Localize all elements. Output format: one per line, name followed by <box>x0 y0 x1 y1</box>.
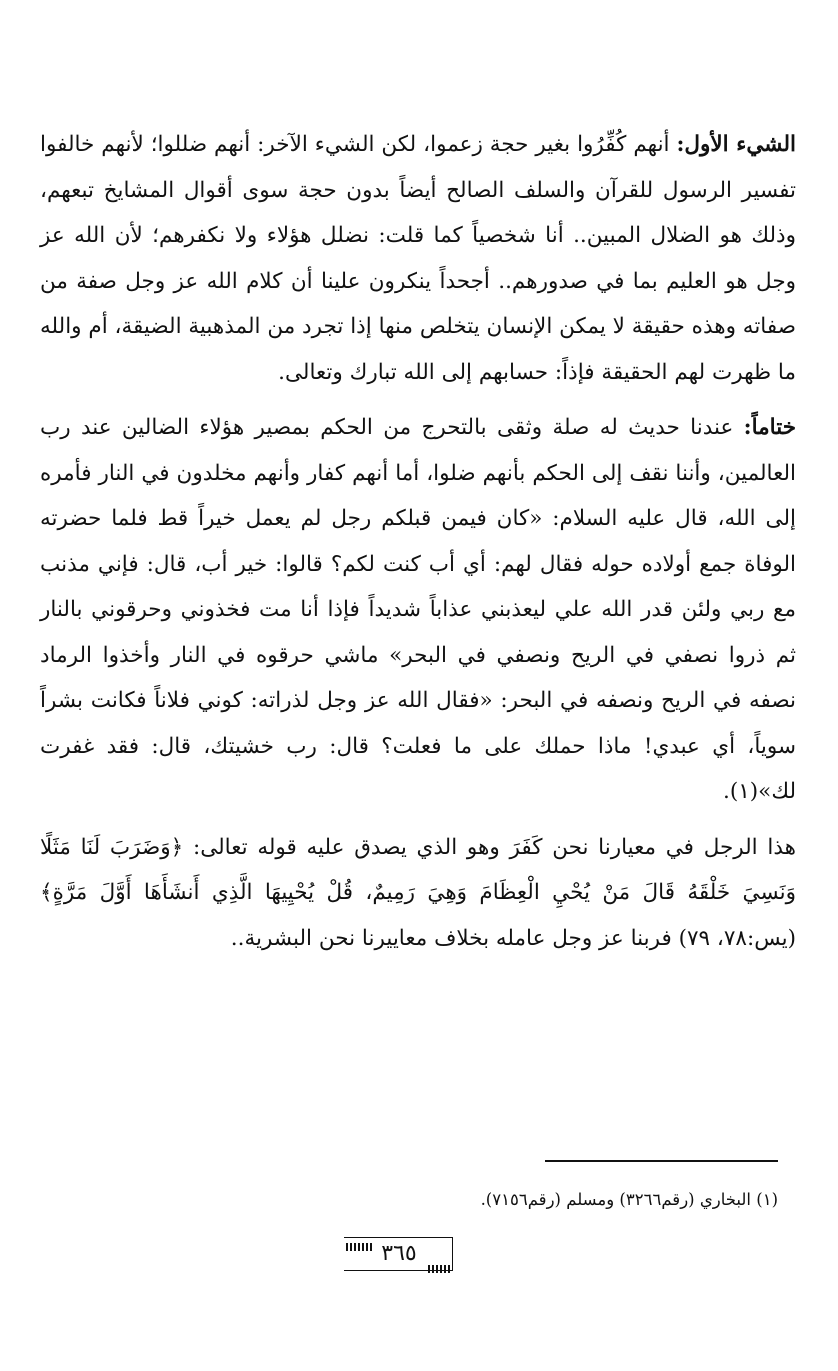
footnote: (١) البخاري (رقم٣٢٦٦) ومسلم (رقم٧١٥٦). <box>480 1190 778 1209</box>
footnote-divider <box>545 1160 778 1162</box>
ornament-right-icon <box>428 1265 450 1273</box>
paragraph-text: هذا الرجل في معيارنا نحن كَفَرَ وهو الذي يصدق عليه قوله تعالى: ﴿وَضَرَبَ لَنَا مَثَلًا وَنَسِيَ خَلْقَهُ قَالَ مَنْ يُحْيِ الْعِظَامَ وَهِيَ رَمِيمٌ، قُلْ يُحْيِيهَا الَّذِي أَنشَأَهَا أَوَّلَ مَرَّةٍ﴾(يس:٧٨، ٧٩) فربنا عز وجل عامله بخلاف معاييرنا نحن البشرية.. <box>40 834 796 951</box>
paragraph-text: عندنا حديث له صلة وثقى بالتحرج من الحكم بمصير هؤلاء الضالين عند رب العالمين، وأننا نقف إلى الحكم بأنهم ضلوا، أما أنهم كفار وأنهم مخلدون في النار فأمره إلى الله، قال عليه السلام: «كان فيمن قبلكم رجل لم يعمل خيراً قط فلما حضرته الوفاة جمع أولاده حوله فقال لهم: أي أب كنت لكم؟ قالوا: خير أب، قال: فإني مذنب مع ربي ولئن قدر الله علي ليعذبني عذاباً شديداً فإذا أنا مت فخذوني وحرقوني بالنار ثم ذروا نصفي في الريح ونصفي في البحر» ماشي حرقوه في النار وأخذوا الرماد نصفه في الريح ونصفه في البحر: «فقال الله عز وجل لذراته: كوني فلاناً فكانت بشراً سوياً، أي عبدي! ماذا حملك على ما فعلت؟ قال: رب خشيتك، قال: فقد غفرت لك»(١). <box>40 415 796 804</box>
paragraph-lead: ختاماً: <box>743 415 796 440</box>
paragraph-first-thing <box>40 122 796 395</box>
page-number: ٣٦٥ <box>381 1241 417 1266</box>
page-number-frame <box>344 1237 454 1273</box>
paragraph-text: أنهم كُفِّرُوا بغير حجة زعموا، لكن الشيء الآخر: أنهم ضللوا؛ لأنهم خالفوا تفسير الرسول للقرآن والسلف الصالح أيضاً بدون حجة سوى أقوال المشايخ تبعهم، وذلك هو الضلال المبين.. أنا شخصياً كما قلت: نضلل هؤلاء ولا نكفرهم؛ لأن الله عز وجل هو العليم بما في صدورهم.. أجحداً ينكرون علينا أن كلام الله عز وجل صفة من صفاته وهذه حقيقة لا يمكن الإنسان يتخلص منها إذا تجرد من المذهبية الضيقة، أم والله ما ظهرت لهم الحقيقة فإذاً: حسابهم إلى الله تبارك وتعالى. <box>40 132 796 385</box>
paragraph-quran-verse <box>40 825 796 962</box>
body-text <box>40 122 796 961</box>
paragraph-conclusion <box>40 405 796 815</box>
paragraph-lead: الشيء الأول: <box>676 132 796 157</box>
